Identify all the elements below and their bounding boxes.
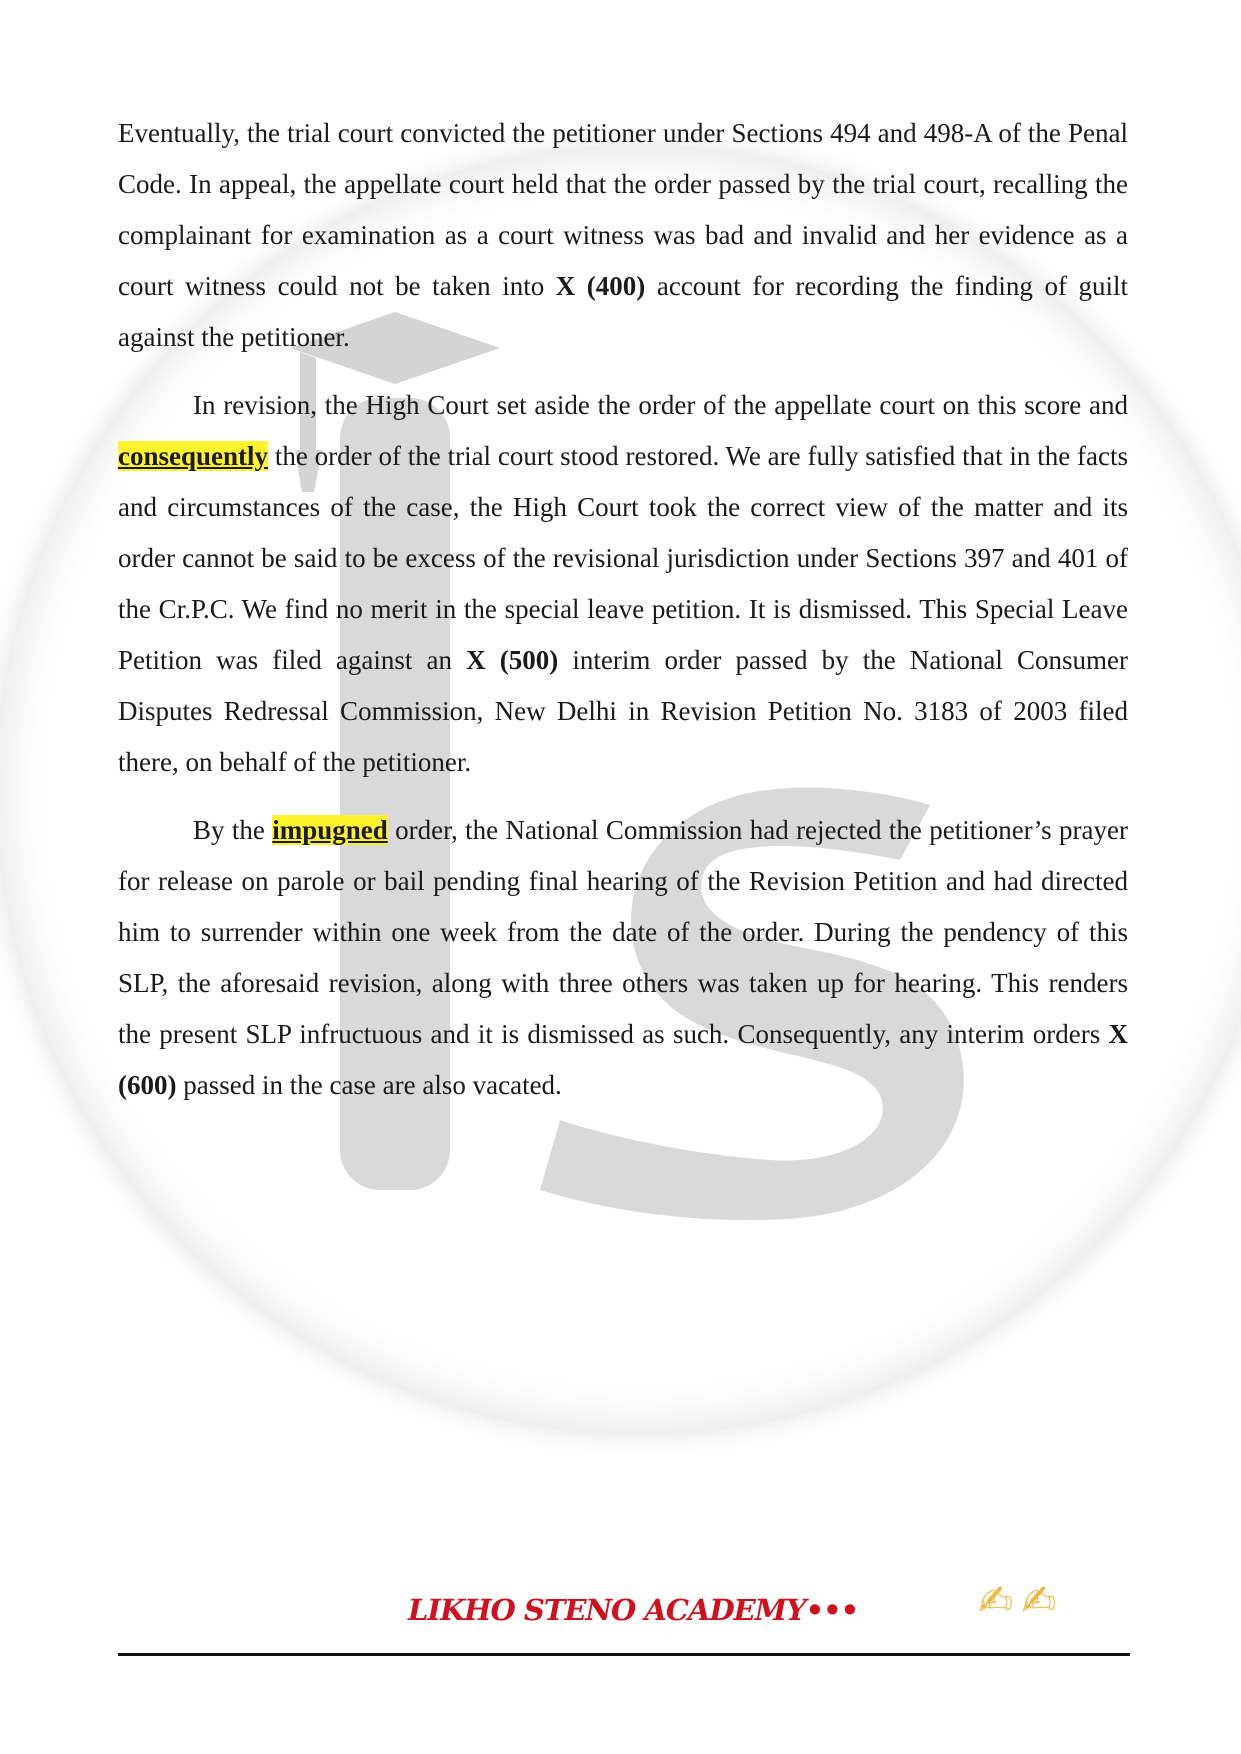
paragraph-2 <box>118 380 1128 788</box>
paragraph-1-text-end: account for recording the finding of guilt against the petitioner. <box>118 271 1128 352</box>
writing-hand-icon: ✍ <box>1021 1576 1057 1625</box>
paragraph-2-text-end: interim order passed by the National Consumer Disputes Redressal Commission, New Delhi in Revision Petition No. 3183 of 2003 filed there, on behalf of the petitioner. <box>118 645 1129 777</box>
paragraph-3-text-end: passed in the case are also vacated. <box>176 1070 562 1100</box>
pen-icons <box>978 1576 1064 1625</box>
word-count-marker: X (600) <box>118 1019 1128 1100</box>
academy-name-text: LIKHO STENO ACADEMY <box>408 1593 806 1627</box>
document-body <box>118 108 1128 1128</box>
writing-hand-icon: ✍ <box>978 1576 1014 1625</box>
academy-dots: ••• <box>805 1593 859 1627</box>
paragraph-1 <box>118 108 1128 363</box>
footer-divider <box>118 1653 1130 1656</box>
page-footer <box>118 1576 1128 1638</box>
word-count-marker: X (400) <box>555 271 646 301</box>
academy-name <box>408 1593 858 1627</box>
paragraph-3-text-mid: order, the National Commission had rejected the petitioner’s prayer for release on parole or bail pending final hearing of the Revision Petition and had directed him to surrender within one week from the date of the order. During the pendency of this SLP, the aforesaid revision, along with three others was taken up for hearing. This renders the present SLP infructuous and it is dismissed as such. Consequently, any interim orders <box>118 815 1128 1049</box>
highlighted-word: consequently <box>118 441 269 471</box>
paragraph-3-text: By the <box>193 815 273 845</box>
word-count-marker: X (500) <box>466 645 559 675</box>
paragraph-1-text: Eventually, the trial court convicted the petitioner under Sections 494 and 498-A of the Penal Code. In appeal, the appellate court held that the order passed by the trial court, recalling the complainant for examination as a court witness was bad and invalid and her evidence as a court witness could not be taken into <box>118 118 1128 301</box>
paragraph-2-text: In revision, the High Court set aside the order of the appellate court on this score and <box>193 390 1128 420</box>
paragraph-2-text-mid: the order of the trial court stood restored. We are fully satisfied that in the facts and circumstances of the case, the High Court took the correct view of the matter and its order cannot be said to be excess of the revisional jurisdiction under Sections 397 and 401 of the Cr.P.C. We find no merit in the special leave petition. It is dismissed. This Special Leave Petition was filed against an <box>118 441 1128 675</box>
paragraph-3 <box>118 805 1128 1111</box>
highlighted-word: impugned <box>272 815 388 845</box>
